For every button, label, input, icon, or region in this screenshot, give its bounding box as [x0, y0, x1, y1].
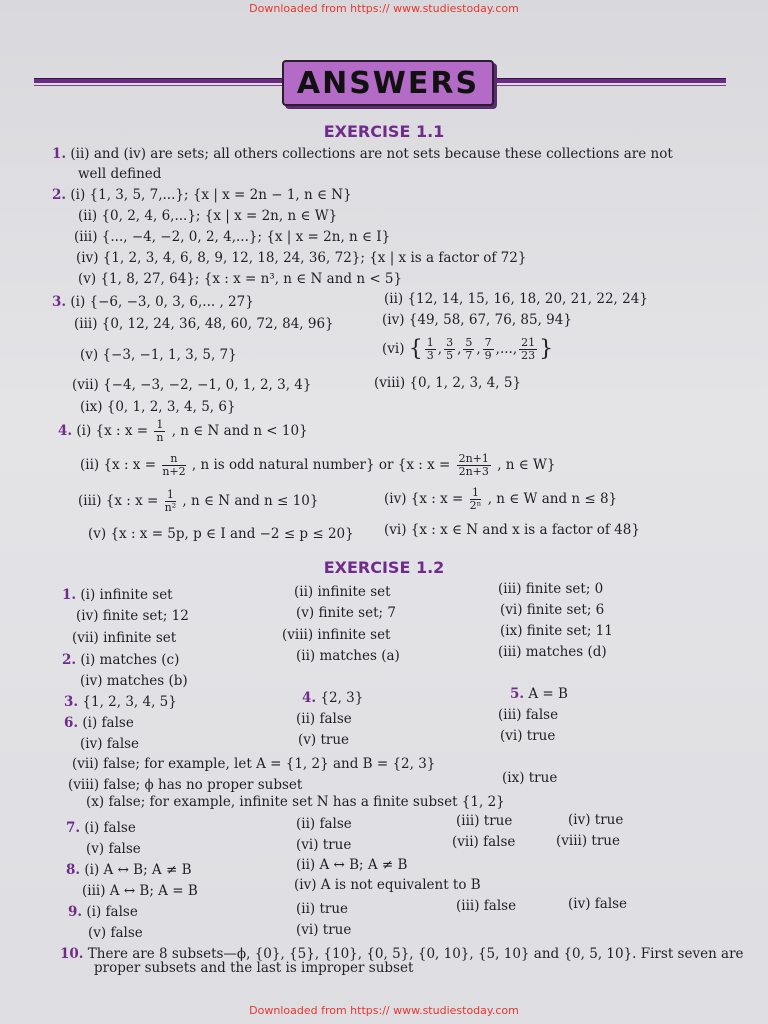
answer-1-2-q1-ix: (ix) finite set; 11 — [500, 623, 613, 639]
answer-1-2-q6-ii: (ii) false — [296, 711, 352, 727]
answer-text: (i) false — [86, 904, 138, 920]
answer-1-2-q1-i — [62, 587, 173, 603]
answer-1-2-q9-iii: (iii) false — [456, 898, 517, 914]
question-number: 2. — [52, 187, 67, 203]
answer-1-2-q1-ii: (ii) infinite set — [294, 584, 391, 600]
answer-1-2-q1-iii: (iii) finite set; 0 — [498, 581, 604, 597]
answer-1-2-q8-i — [66, 862, 192, 878]
answer-text: (i) {−6, −3, 0, 3, 6,... , 27} — [70, 294, 254, 310]
frac-num: 1 — [165, 489, 177, 502]
frac-den: 2ⁿ — [469, 499, 482, 512]
answer-1-2-q2-iii: (iii) matches (d) — [498, 644, 607, 660]
frac-num: 2n+1 — [458, 452, 489, 465]
answer-1-2-q6-x: (x) false; for example, infinite set N has a finite subset {1, 2} — [86, 794, 505, 810]
answer-1-2-q4 — [302, 690, 363, 706]
question-number: 1. — [52, 146, 67, 162]
answer-label: (vi) — [382, 341, 405, 357]
answer-text: (ii) {x : x = — [80, 457, 157, 473]
answer-text: (i) {1, 3, 5, 7,...}; {x | x = 2n − 1, n ∈ N} — [70, 187, 352, 203]
answer-1-2-q1-iv: (iv) finite set; 12 — [76, 608, 189, 624]
answer-1-2-q7-vii: (vii) false — [452, 834, 516, 850]
answer-text: (i) {x : x = — [76, 423, 149, 439]
answer-1-2-q8-iv: (iv) A is not equivalent to B — [294, 877, 481, 893]
question-number: 4. — [302, 690, 317, 706]
answer-1-1-q4-i — [58, 418, 308, 444]
answer-1-2-q1-viii: (viii) infinite set — [282, 627, 391, 643]
answer-1-1-q2-ii: (ii) {0, 2, 4, 6,...}; {x | x = 2n, n ∈ W} — [78, 208, 338, 224]
frac-num: 1 — [156, 418, 164, 431]
download-link-top[interactable]: Downloaded from https:// www.studiestoday.com — [249, 2, 519, 15]
answer-text: , n ∈ W and n ≤ 8} — [487, 491, 618, 507]
answer-1-2-q6-vi: (vi) true — [500, 728, 556, 744]
answer-1-2-q2-ii: (ii) matches (a) — [296, 648, 400, 664]
answer-1-2-q8-ii: (ii) A ↔ B; A ≠ B — [296, 857, 408, 873]
frac-den: n — [156, 431, 164, 444]
frac-den: n² — [164, 501, 177, 514]
answer-text: , n ∈ N and n ≤ 10} — [182, 493, 319, 509]
answer-1-1-q3-v: (v) {−3, −1, 1, 3, 5, 7} — [80, 347, 237, 363]
answer-text: (i) false — [82, 715, 134, 731]
answer-1-1-q2-iii: (iii) {..., −4, −2, 0, 2, 4,...}; {x | x = 2n, n ∈ I} — [74, 229, 391, 245]
answer-1-1-q3-i — [52, 294, 254, 310]
answer-1-1-q3-vii: (vii) {−4, −3, −2, −1, 0, 1, 2, 3, 4} — [72, 377, 312, 393]
answer-1-2-q6-iv: (iv) false — [80, 736, 140, 752]
question-number: 6. — [64, 715, 79, 731]
frac-den: 2n+3 — [458, 465, 489, 478]
answer-text-cont: well defined — [78, 166, 162, 182]
question-number: 7. — [66, 820, 81, 836]
answer-1-2-q7-iii: (iii) true — [456, 813, 513, 829]
answer-1-1-q4-ii — [80, 452, 556, 478]
question-number: 1. — [62, 587, 77, 603]
frac-num: 1 — [426, 336, 434, 349]
answer-1-1-q2-iv: (iv) {1, 2, 3, 4, 6, 8, 9, 12, 18, 24, 36, 72}; {x | x is a factor of 72} — [76, 250, 527, 266]
answer-1-2-q2-iv: (iv) matches (b) — [80, 673, 188, 689]
answer-1-1-q1 — [52, 146, 673, 162]
answer-text: {2, 3} — [320, 690, 364, 706]
download-link-bottom[interactable]: Downloaded from https:// www.studiestoday.com — [249, 1004, 519, 1017]
exercise-1-2-title: EXERCISE 1.2 — [323, 558, 445, 577]
frac-num: 1 — [470, 487, 482, 500]
answer-text: (ii) and (iv) are sets; all others collections are not sets because these collections are not — [70, 146, 673, 162]
answers-title: ANSWERS — [282, 60, 494, 106]
answer-text: There are 8 subsets—ϕ, {0}, {5}, {10}, {0, 5}, {0, 10}, {5, 10} and {0, 5, 10}. First seven are — [87, 946, 744, 962]
answer-1-1-q4-iv — [384, 486, 617, 512]
answer-text: , n ∈ N and n < 10} — [171, 423, 308, 439]
question-number: 9. — [68, 904, 83, 920]
answer-text-cont: proper subsets and the last is improper subset — [94, 960, 414, 976]
answer-text: (i) A ↔ B; A ≠ B — [84, 862, 192, 878]
answer-1-1-q3-iii: (iii) {0, 12, 24, 36, 48, 60, 72, 84, 96} — [74, 316, 334, 332]
answer-1-1-q4-vi: (vi) {x : x ∈ N and x is a factor of 48} — [384, 522, 640, 538]
answer-1-1-q3-iv: (iv) {49, 58, 67, 76, 85, 94} — [382, 312, 572, 328]
answer-text: (i) matches (c) — [80, 652, 180, 668]
answer-1-2-q7-vi: (vi) true — [296, 837, 352, 853]
answer-1-1-q3-ii: (ii) {12, 14, 15, 16, 18, 20, 21, 22, 24} — [384, 291, 648, 307]
answer-1-2-q7-ii: (ii) false — [296, 816, 352, 832]
answers-header — [34, 58, 726, 110]
answer-1-2-q5 — [510, 686, 568, 702]
answer-1-2-q9-i — [68, 904, 138, 920]
answer-1-1-q3-ix: (ix) {0, 1, 2, 3, 4, 5, 6} — [80, 399, 236, 415]
answer-1-2-q3 — [64, 694, 177, 710]
answer-1-1-q3-viii: (viii) {0, 1, 2, 3, 4, 5} — [374, 375, 522, 391]
answer-1-2-q9-ii: (ii) true — [296, 901, 349, 917]
answer-1-2-q9-iv: (iv) false — [568, 896, 628, 912]
answer-1-2-q1-vi: (vi) finite set; 6 — [500, 602, 605, 618]
answer-1-1-q2-v: (v) {1, 8, 27, 64}; {x : x = n³, n ∈ N and n < 5} — [78, 271, 403, 287]
question-number: 10. — [60, 946, 84, 962]
answer-1-2-q9-vi: (vi) true — [296, 922, 352, 938]
frac-den: n+2 — [162, 465, 186, 478]
answer-1-2-q6-ix: (ix) true — [502, 770, 558, 786]
answer-1-2-q6-viii: (viii) false; ϕ has no proper subset — [68, 777, 303, 793]
answer-1-2-q7-viii: (viii) true — [556, 833, 620, 849]
answer-text: (i) infinite set — [80, 587, 173, 603]
answer-1-2-q9-v: (v) false — [88, 925, 143, 941]
question-number: 2. — [62, 652, 77, 668]
answer-text: A = B — [528, 686, 568, 702]
question-number: 3. — [64, 694, 79, 710]
answer-1-2-q7-i — [66, 820, 136, 836]
answer-1-1-q4-iii — [78, 488, 318, 514]
answer-1-1-q2-i — [52, 187, 352, 203]
answer-text: (iii) {x : x = — [78, 493, 159, 509]
answer-1-2-q2-i — [62, 652, 179, 668]
answer-1-2-q7-v: (v) false — [86, 841, 141, 857]
answer-1-2-q6-i — [64, 715, 134, 731]
frac-num: n — [162, 453, 185, 466]
answer-1-1-q3-vi: (vi) { $\frac{1}{3}$ , $\frac{3}{5}$ , $\frac{5}{7}$ , $\frac{7}{9}$ ,..., $\frac{21}{23}$ } — [382, 336, 554, 362]
answer-1-2-q6-iii: (iii) false — [498, 707, 559, 723]
question-number: 5. — [510, 686, 525, 702]
question-number: 4. — [58, 423, 73, 439]
question-number: 8. — [66, 862, 81, 878]
answer-1-2-q1-vii: (vii) infinite set — [72, 630, 177, 646]
answer-text: , n is odd natural number} or {x : x = — [191, 457, 451, 473]
answer-1-2-q6-v: (v) true — [298, 732, 350, 748]
exercise-1-1-title: EXERCISE 1.1 — [323, 122, 445, 141]
frac-den: 3 — [426, 349, 434, 362]
answer-1-1-q4-v: (v) {x : x = 5p, p ∈ I and −2 ≤ p ≤ 20} — [88, 526, 354, 542]
answer-1-2-q8-iii: (iii) A ↔ B; A = B — [82, 883, 198, 899]
answer-text: , n ∈ W} — [497, 457, 556, 473]
answer-1-2-q7-iv: (iv) true — [568, 812, 624, 828]
answer-1-2-q1-v: (v) finite set; 7 — [296, 605, 396, 621]
answer-text: {1, 2, 3, 4, 5} — [82, 694, 177, 710]
question-number: 3. — [52, 294, 67, 310]
answer-1-2-q6-vii: (vii) false; for example, let A = {1, 2} and B = {2, 3} — [72, 756, 436, 772]
answer-text: (iv) {x : x = — [384, 491, 464, 507]
answer-text: (i) false — [84, 820, 136, 836]
